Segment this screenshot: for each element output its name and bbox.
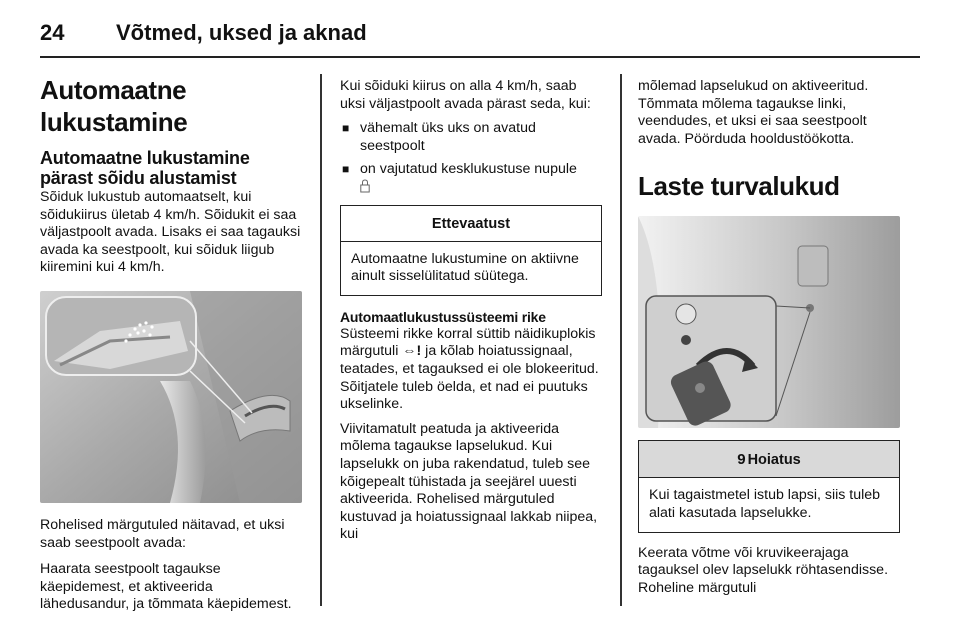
subsection-title: Automaatlukustussüsteemi rike (340, 308, 546, 325)
list-item-text: on vajutatud kesklukustuse nupule (360, 161, 577, 178)
warning-box (638, 440, 900, 532)
warning-heading-text: Hoiatus (747, 452, 801, 469)
bullet-mark: ■ (342, 121, 350, 136)
page-header (40, 14, 920, 54)
column-middle (340, 78, 602, 544)
paragraph: Kui sõiduki kiirus on alla 4 km/h, saab uksi väljastpoolt avada pärast seda, kui: (340, 78, 591, 112)
caution-heading: Ettevaatust (341, 206, 601, 242)
list-item (340, 120, 602, 155)
paragraph: Rohelised märgutuled näitavad, et uksi saab seestpoolt avada: (40, 516, 285, 551)
list-item (340, 161, 602, 196)
warning-triangle-icon: 9 (737, 451, 746, 469)
paragraph: Sõiduk lukustub automaatselt, kui sõidukiirus ületab 4 km/h. Sõidukit ei saa väljastpoolt avada. Lisaks ei saa tagauksi avada ka seestpoolt, kui sõiduk liigub kiiremini kui 4 km/h. (40, 189, 301, 276)
column-right (638, 78, 900, 597)
caution-box (340, 205, 602, 296)
paragraph-text: Süsteemi rikke korral süttib näidikuplokis märgutuli (340, 325, 596, 360)
warning-text: Kui tagaistmetel istub lapsi, siis tuleb alati kasutada lapselukke. (649, 487, 881, 521)
paragraph: Viivitamatult peatuda ja aktiveerida mõlema tagaukse lapselukud. Kui lapselukk on juba rakendatud, tuleb see kõigepealt tühistada ja seejärel uuesti aktiveerida. Rohelised märgutuled kustuvad ja hoiatussignaal lakkab niipea, kui (340, 420, 598, 543)
list-item-text: vähemalt üks uks on avatud seestpoolt (360, 120, 536, 154)
column-divider (320, 74, 322, 606)
running-title: Võtmed, uksed ja aknad (116, 20, 367, 45)
page-number: 24 (40, 20, 65, 45)
section-title: Automaatne lukustamine (40, 75, 188, 137)
caution-text: Automaatne lukustumine on aktiivne ainult sisselülitatud süütega. (351, 250, 579, 285)
section-title: Laste turvalukud (638, 171, 840, 202)
header-rule (40, 56, 920, 58)
paragraph-text: ja kõlab hoiatussignaal, teatades, et tagauksed ei ole blokeeritud. Sõitjatele tuleb öelda, et nad ei puutuks ukselinke. (340, 343, 599, 413)
door-handle-photo (40, 291, 302, 503)
paragraph: Haarata seestpoolt tagaukse käepidemest, et aktiveerida lähedusandur, ja tõmmata käepidemest. (40, 561, 292, 613)
warning-heading (639, 441, 899, 478)
column-left (40, 70, 302, 614)
lock-icon (360, 179, 370, 193)
bullet-mark: ■ (342, 162, 350, 177)
child-lock-photo (638, 216, 900, 428)
subsection-title: Automaatne lukustamine pärast sõidu alustamist (40, 148, 250, 188)
paragraph: Keerata võtme või kruvikeerajaga tagauksel olev lapselukk röhtasendisse. Roheline märgutuli (638, 544, 889, 596)
door-warning-icon: ⇔! (402, 343, 422, 360)
paragraph: mõlemad lapselukud on aktiveeritud. Tõmmata mõlema tagaukse linki, veendudes, et uksi ei saa seestpoolt avada. Pöörduda hooldustöökotta. (638, 78, 869, 147)
column-divider (620, 74, 622, 606)
paragraph (340, 326, 602, 414)
